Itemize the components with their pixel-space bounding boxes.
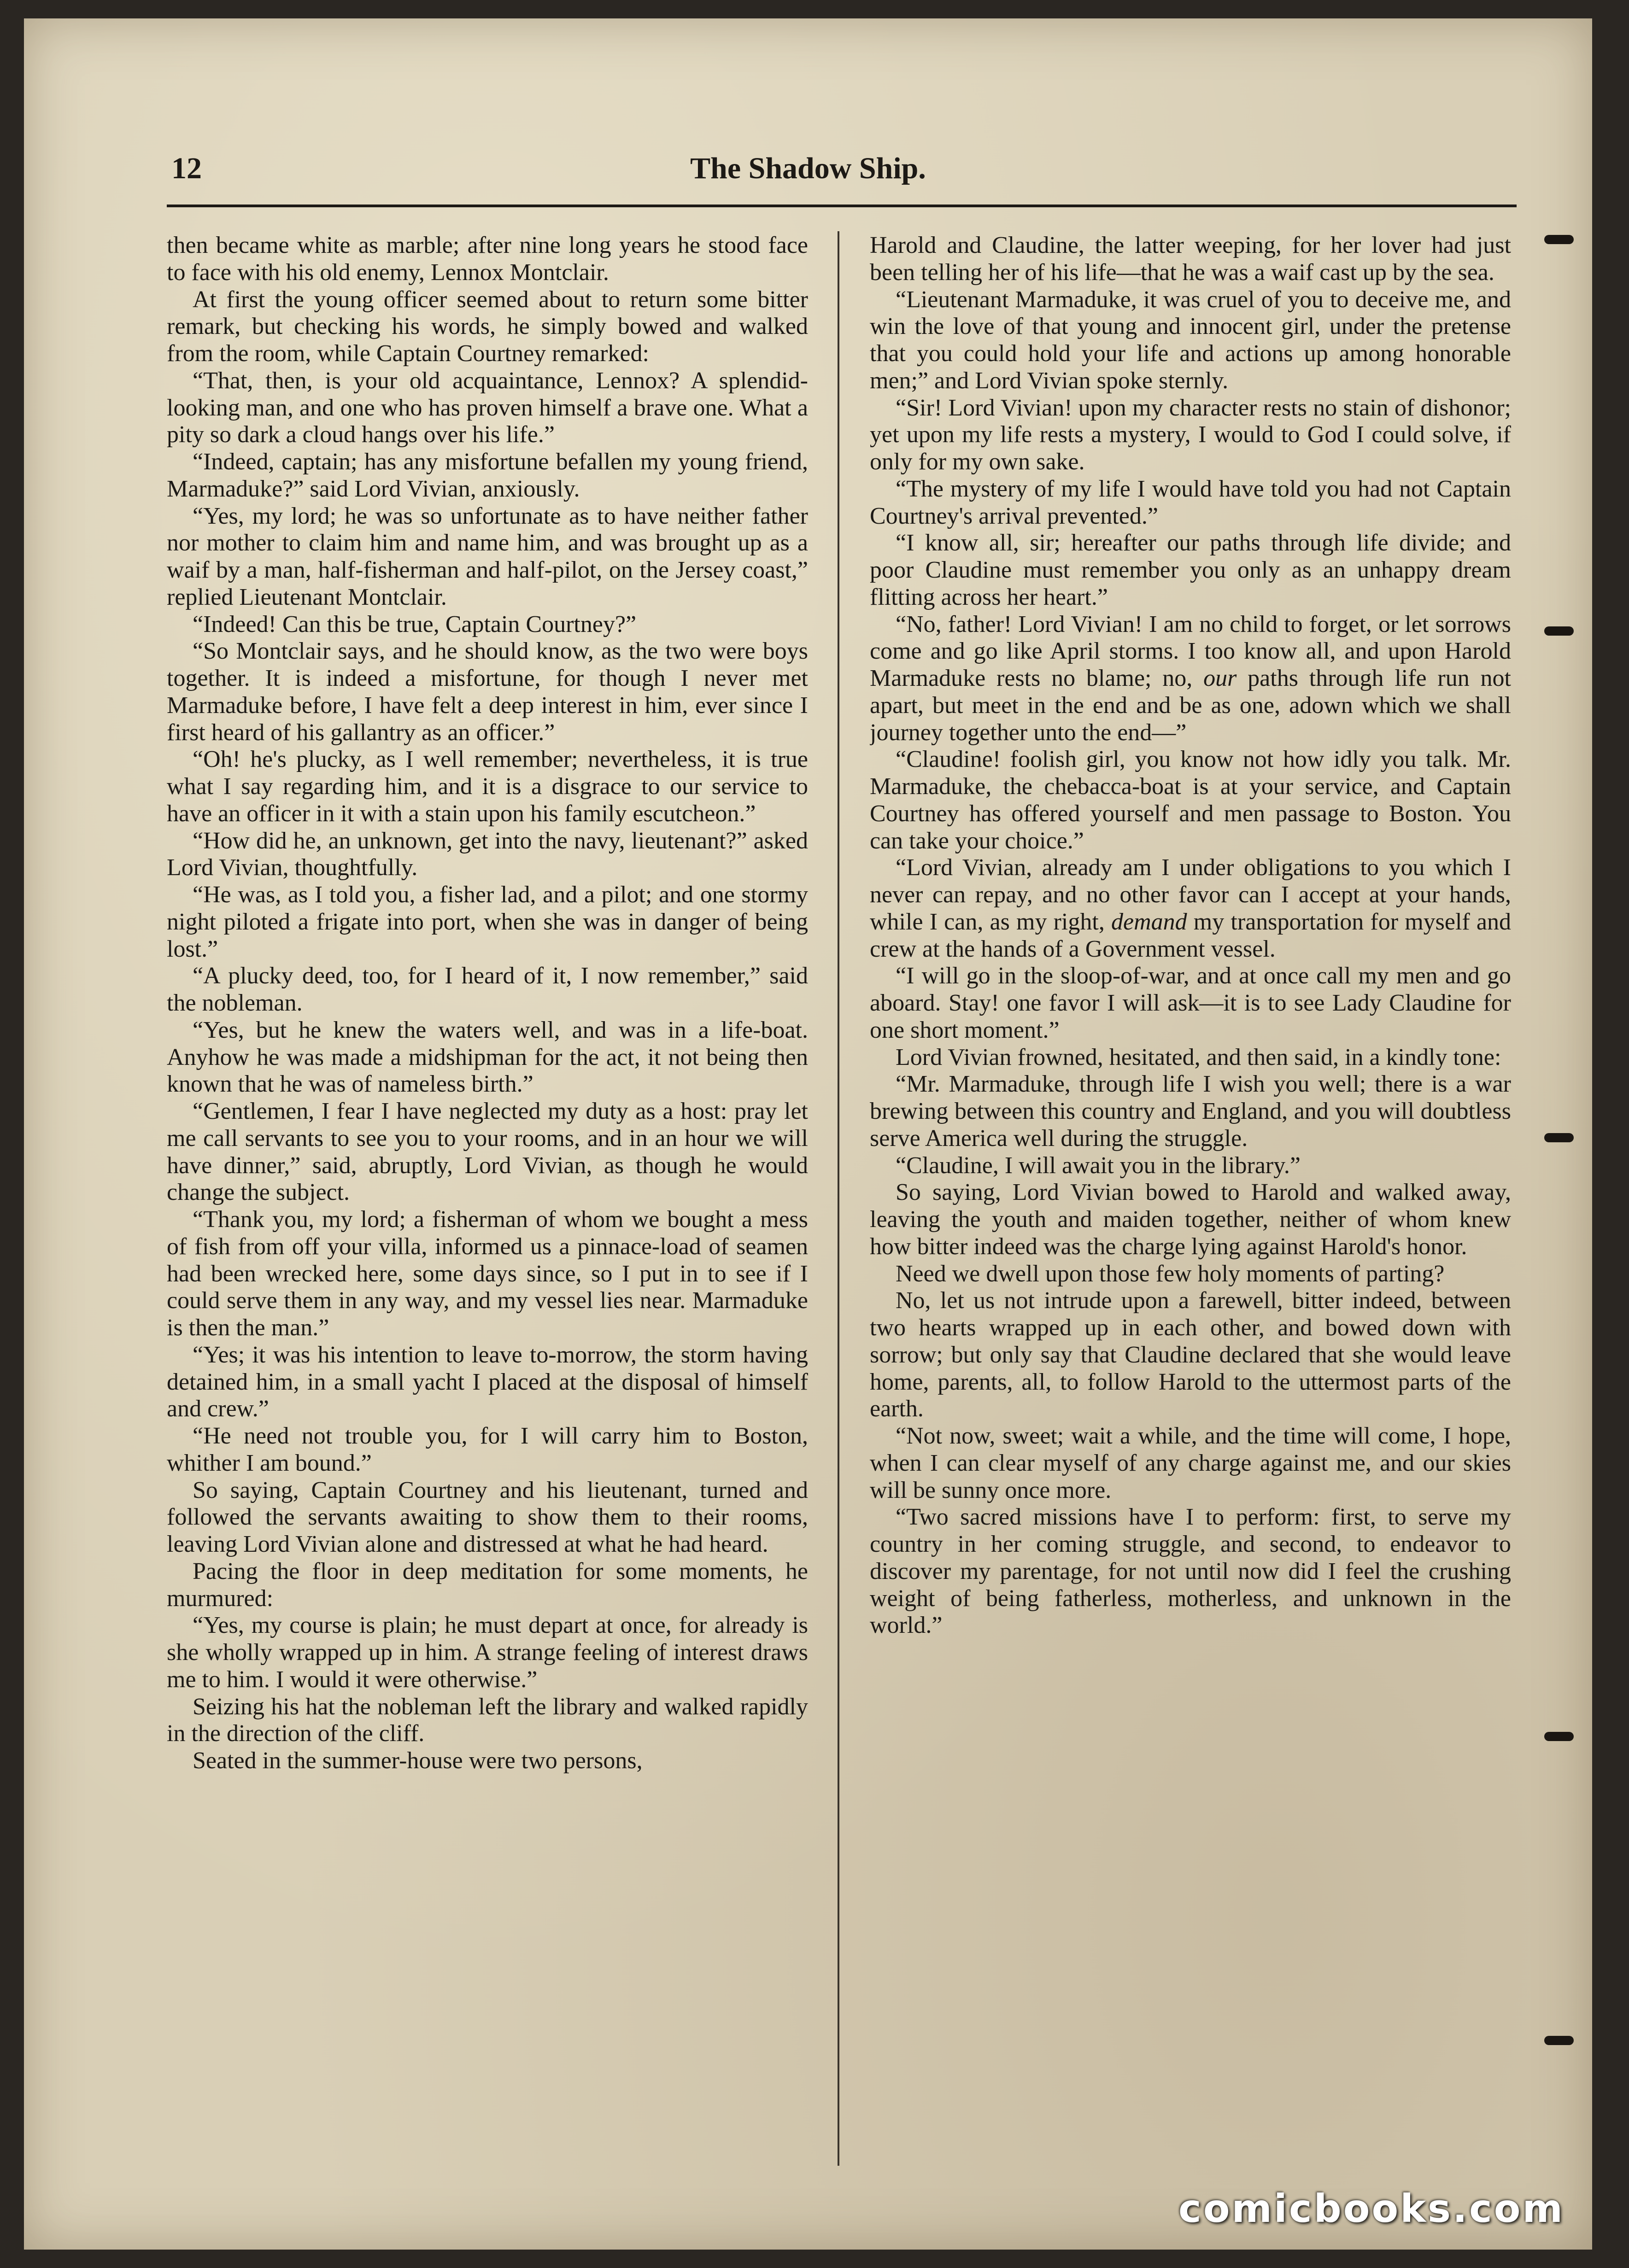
header-rule (167, 205, 1517, 207)
column-divider (838, 231, 839, 2166)
paragraph: So saying, Lord Vivian bowed to Harold and walked away, leaving the youth and maiden together, neither of whom knew how bitter indeed was the charge lying against Harold's honor. (870, 1179, 1511, 1260)
paragraph: “I know all, sir; hereafter our paths through life divide; and poor Claudine must remember you only as an unhappy dream flitting across her heart.” (870, 530, 1511, 610)
emphasis: our (1203, 665, 1237, 691)
paragraph: “Lieutenant Marmaduke, it was cruel of you to deceive me, and win the love of that young and innocent girl, under the pretense that you could hold your life and actions up among honorable men;” and Lord Vivian spoke sternly. (870, 286, 1511, 394)
paragraph: “I will go in the sloop-of-war, and at once call my men and go aboard. Stay! one favor I will ask—it is to see Lady Claudine for one short moment.” (870, 963, 1511, 1043)
paragraph: “Yes; it was his intention to leave to-morrow, the storm having detained him, in a small yacht I placed at the disposal of himself and crew.” (167, 1341, 808, 1422)
running-title: The Shadow Ship. (690, 152, 926, 185)
binding-hole (1544, 1732, 1574, 1741)
paragraph: “Indeed! Can this be true, Captain Courtney?” (193, 611, 637, 637)
paragraph: “Yes, my course is plain; he must depart at once, for already is she wholly wrapped up in him. A strange feeling of interest draws me to him. I would it were otherwise.” (167, 1612, 808, 1693)
paragraph: Need we dwell upon those few holy moments of parting? (896, 1260, 1445, 1287)
paragraph: Harold and Claudine, the latter weeping, for her lover had just been telling her of his life—that he was a waif cast up by the sea. (870, 232, 1511, 286)
paragraph: Lord Vivian frowned, hesitated, and then said, in a kindly tone: (896, 1044, 1501, 1070)
paragraph: “Sir! Lord Vivian! upon my character rests no stain of dishonor; yet upon my life rests a mystery, I would to God I could solve, if only for my own sake. (870, 394, 1511, 475)
watermark: comicbooks.com (1178, 2186, 1565, 2231)
paragraph: “Thank you, my lord; a fisherman of whom we bought a mess of fish from off your villa, informed us a pinnace-load of seamen had been wrecked here, some days since, so I put in to see if I could serve them in any way, and my vessel lies near. Marmaduke is then the man.” (167, 1206, 808, 1341)
paragraph: “No, father! Lord Vivian! I am no child to forget, or let sorrows come and go like April storms. I too know all, and upon Harold Marmaduke rests no blame; no, our paths through life run not apart, but meet in the end and be as one, adown which we shall journey together unto the end—” (870, 611, 1511, 746)
magazine-page (24, 18, 1592, 2250)
paragraph: “Yes, but he knew the waters well, and was in a life-boat. Anyhow he was made a midshipman for the act, it not being then known that he was of nameless birth.” (167, 1017, 808, 1098)
paragraph: No, let us not intrude upon a farewell, bitter indeed, between two hearts wrapped up in each other, and bowed down with sorrow; but only say that Claudine declared that she would leave home, parents, all, to follow Harold to the uttermost parts of the earth. (870, 1287, 1511, 1422)
paragraph: “Gentlemen, I fear I have neglected my duty as a host: pray let me call servants to see you to your rooms, and in an hour we will have dinner,” said, abruptly, Lord Vivian, as though he would change the subject. (167, 1098, 808, 1206)
page-number: 12 (171, 152, 202, 185)
paragraph: “So Montclair says, and he should know, as the two were boys together. It is indeed a misfortune, for though I never met Marmaduke before, I have felt a deep interest in him, ever since I first heard of his gallantry as an officer.” (167, 638, 808, 746)
paragraph: then became white as marble; after nine long years he stood face to face with his old enemy, Lennox Montclair. (167, 232, 808, 286)
paragraph: “How did he, an unknown, get into the navy, lieutenant?” asked Lord Vivian, thoughtfully. (167, 827, 808, 881)
paragraph: “He need not trouble you, for I will carry him to Boston, whither I am bound.” (167, 1423, 808, 1476)
paragraph: “He was, as I told you, a fisher lad, and a pilot; and one stormy night piloted a frigate into port, when she was in danger of being lost.” (167, 882, 808, 962)
paragraph: “The mystery of my life I would have told you had not Captain Courtney's arrival prevented.” (870, 475, 1511, 529)
emphasis: demand (1111, 908, 1187, 935)
binding-hole (1544, 626, 1574, 636)
paragraph: Seizing his hat the nobleman left the library and walked rapidly in the direction of the cliff. (167, 1693, 808, 1747)
paragraph: “That, then, is your old acquaintance, Lennox? A splendid-looking man, and one who has proven himself a brave one. What a pity so dark a cloud hangs over his life.” (167, 367, 808, 448)
paragraph: “Oh! he's plucky, as I well remember; nevertheless, it is true what I say regarding him, and it is a disgrace to our service to have an officer in it with a stain upon his family escutcheon.” (167, 746, 808, 827)
text-column-right (870, 232, 1511, 2185)
paragraph: “Mr. Marmaduke, through life I wish you well; there is a war brewing between this country and England, and you will doubtless serve America well during the struggle. (870, 1071, 1511, 1152)
binding-hole (1544, 235, 1574, 244)
paragraph: Pacing the floor in deep meditation for some moments, he murmured: (167, 1558, 808, 1612)
binding-hole (1544, 2036, 1574, 2045)
binding-hole (1544, 1133, 1574, 1142)
paragraph: “A plucky deed, too, for I heard of it, I now remember,” said the nobleman. (167, 963, 808, 1016)
text-column-left (167, 232, 808, 2185)
paragraph: At first the young officer seemed about to return some bitter remark, but checking his words, he simply bowed and walked from the room, while Captain Courtney remarked: (167, 286, 808, 367)
paragraph: “Yes, my lord; he was so unfortunate as to have neither father nor mother to claim him and name him, and was brought up as a waif by a man, half-fisherman and half-pilot, on the Jersey coast,” replied Lieutenant Montclair. (167, 503, 808, 610)
paragraph: “Two sacred missions have I to perform: first, to serve my country in her coming struggle, and second, to endeavor to discover my parentage, for not until now did I feel the crushing weight of being fatherless, motherless, and unknown in the world.” (870, 1504, 1511, 1639)
paragraph: “Not now, sweet; wait a while, and the time will come, I hope, when I can clear myself of any charge against me, and our skies will be sunny once more. (870, 1423, 1511, 1503)
paragraph: “Claudine, I will await you in the library.” (896, 1152, 1301, 1179)
paragraph: “Lord Vivian, already am I under obligations to you which I never can repay, and no other favor can I accept at your hands, while I can, as my right, demand my transportation for myself and crew at the hands of a Government vessel. (870, 854, 1511, 962)
paragraph: Seated in the summer-house were two persons, (193, 1748, 643, 1774)
paragraph: “Claudine! foolish girl, you know not how idly you talk. Mr. Marmaduke, the chebacca-boat is at your service, and Captain Courtney has offered yourself and men passage to Boston. You can take your choice.” (870, 746, 1511, 854)
paragraph: So saying, Captain Courtney and his lieutenant, turned and followed the servants awaiting to show them to their rooms, leaving Lord Vivian alone and distressed at what he had heard. (167, 1477, 808, 1557)
paragraph: “Indeed, captain; has any misfortune befallen my young friend, Marmaduke?” said Lord Vivian, anxiously. (167, 449, 808, 502)
